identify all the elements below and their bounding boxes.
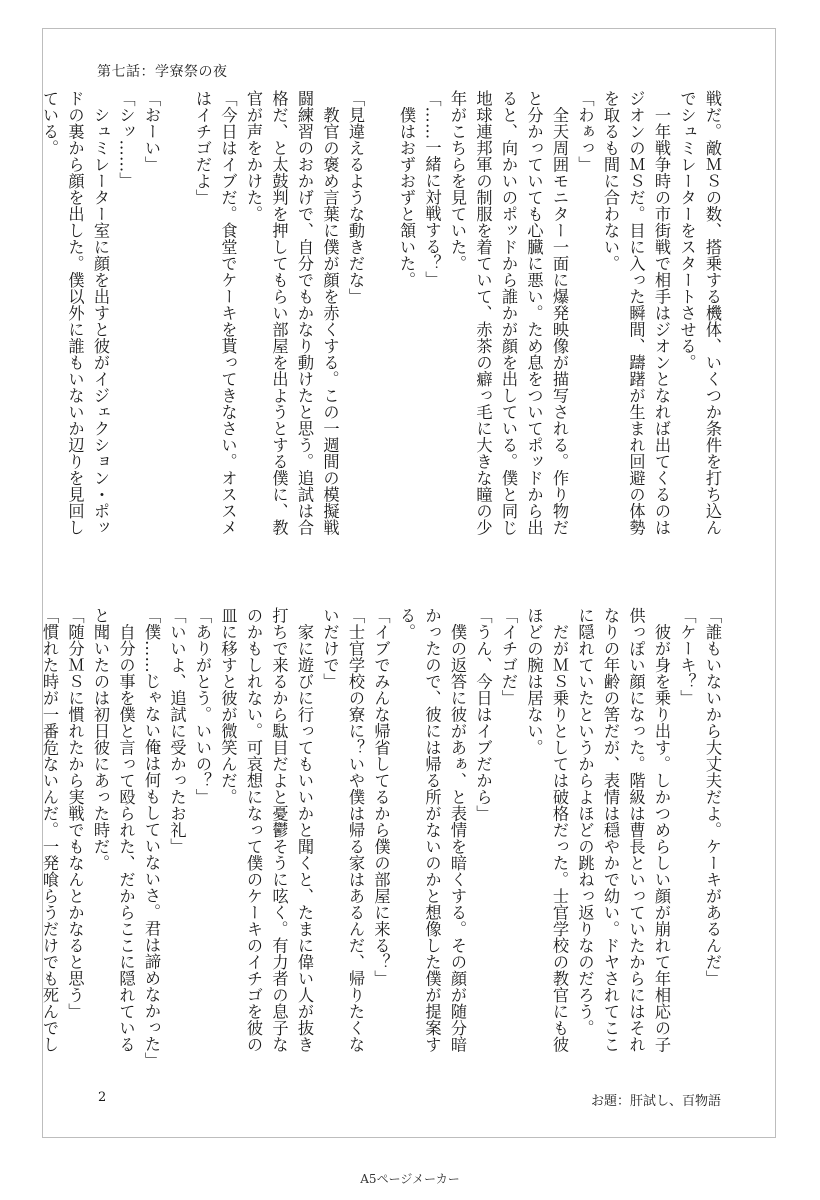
text-line: 教官の褒め言葉に僕が顔を赤くする。この一週間の模擬戦 bbox=[320, 90, 340, 536]
text-line: のかもしれない。可哀想になって僕のケーキのイチゴを彼の bbox=[244, 607, 263, 1053]
text-line: シュミレーター室に顔を出すと彼がイジェクション・ポッ bbox=[91, 90, 110, 536]
text-line: と分かっていても心臓に悪い。ため息をついてポッドから出 bbox=[524, 90, 544, 536]
theme-label: お題：肝試し、百物語 bbox=[590, 1094, 721, 1109]
text-line: 「士官学校の寮に？いや僕は帰る家はあるんだ、帰りたくな bbox=[346, 607, 365, 1053]
text-line: 年がこちらを見ていた。 bbox=[448, 90, 467, 272]
text-line: 供っぽい顔になった。階級は曹長といっていたからにはそれ bbox=[626, 607, 646, 1053]
text-line: ジオンのＭＳだ。目に入った瞬間、躊躇が生まれ回避の体勢 bbox=[626, 90, 646, 536]
text-line: 「イチゴだ」 bbox=[499, 607, 518, 706]
text-line: でシュミレーターをスタートさせる。 bbox=[677, 90, 697, 371]
text-line: 「イブでみんな帰省してるから僕の部屋に来る？」 bbox=[371, 607, 391, 987]
text-line: 「見違えるような動きだな」 bbox=[346, 90, 365, 305]
text-line: 「うん、今日はイブだから」 bbox=[473, 607, 493, 822]
text-line: かったので、彼には帰る所がないのかと想像した僕が提案す bbox=[422, 607, 442, 1053]
text-line: を取るも間に合わない。 bbox=[601, 90, 620, 272]
text-line: 彼が身を乗り出す。しかつめらしい顔が崩れて年相応の子 bbox=[652, 607, 671, 1053]
text-line: 家に遊びに行ってもいいかと聞くと、たまに偉い人が抜き bbox=[295, 607, 314, 1053]
page-number: 2 bbox=[98, 1090, 107, 1105]
text-line: 「慣れた時が一番危ないんだ。一発喰らうだけでも死んでし bbox=[40, 607, 59, 1053]
text-line bbox=[368, 90, 394, 590]
text-line: る。 bbox=[397, 607, 416, 640]
text-line: 「今日はイブだ。食堂でケーキを貰ってきなさい。オススメ bbox=[218, 90, 238, 536]
text-line: と聞いたのは初日彼にあった時だ。 bbox=[91, 607, 110, 871]
text-line: 「おーい」 bbox=[142, 90, 161, 173]
text-line: ている。 bbox=[40, 90, 59, 156]
text-line: 戦だ。敵ＭＳの数、搭乗する機体、いくつか条件を打ち込ん bbox=[703, 90, 722, 536]
text-line: 自分の事を僕と言って殴られた、だからここに隠れている bbox=[116, 607, 136, 1053]
text-line: 格だ、と太鼓判を押してもらい部屋を出ようとする僕に、教 bbox=[269, 90, 289, 536]
text-line: 打ちで来るから駄目だよと憂鬱そうに呟く。有力者の息子な bbox=[269, 607, 289, 1053]
text-line: 一年戦争時の市街戦で相手はジオンとなれば出てくるのは bbox=[652, 90, 671, 536]
text-line: 「ありがとう。いいの？」 bbox=[193, 607, 212, 805]
text-line: 僕の返答に彼があぁ、と表情を暗くする。その顔が随分暗 bbox=[448, 607, 467, 1053]
text-line: 「わぁっ」 bbox=[575, 90, 595, 173]
text-line: はイチゴだよ」 bbox=[193, 90, 212, 206]
text-line: 「いいよ、追試に受かったお礼」 bbox=[167, 607, 187, 855]
chapter-title: 第七話：学寮祭の夜 bbox=[97, 64, 228, 80]
text-line: に隠れていたというからよほどの跳ねっ返りなのだろう。 bbox=[575, 607, 595, 1036]
text-line: 地球連邦軍の制服を着ていて、赤茶の癖っ毛に大きな瞳の少 bbox=[473, 90, 493, 536]
text-line: なりの年齢の筈だが、表情は穏やかで幼い。ドヤされてここ bbox=[601, 607, 620, 1053]
text-line: 闘練習のおかげで、自分でもかなり動けたと思う。追試は合 bbox=[295, 90, 314, 536]
text-line: いだけで」 bbox=[320, 607, 340, 690]
text-line: ると、向かいのポッドから誰かが顔を出している。僕と同じ bbox=[499, 90, 518, 536]
text-line: 「随分ＭＳに慣れたから実戦でもなんとかなると思う」 bbox=[65, 607, 85, 1020]
text-line: 皿に移すと彼が微笑んだ。 bbox=[218, 607, 238, 805]
text-line: ほどの腕は居ない。 bbox=[524, 607, 544, 756]
text-block-lower bbox=[37, 607, 726, 1107]
text-line: 僕はおずおずと頷いた。 bbox=[397, 90, 416, 288]
text-line: 官が声をかけた。 bbox=[244, 90, 263, 222]
text-line bbox=[164, 90, 190, 590]
text-line: 「誰もいないから大丈夫だよ。ケーキがあるんだ」 bbox=[703, 607, 722, 987]
text-line: だがＭＳ乗りとしては破格だった。士官学校の教官にも彼 bbox=[550, 607, 569, 1053]
text-line: 「……一緒に対戦する？」 bbox=[422, 90, 442, 288]
footer-label: A5ページメーカー bbox=[360, 1172, 460, 1186]
text-line: 「僕……じゃない俺は何もしていないさ。君は諦めなかった」 bbox=[142, 607, 161, 1069]
text-line: 「シッ……」 bbox=[116, 90, 136, 189]
text-line: 全天周囲モニター一面に爆発映像が描写される。作り物だ bbox=[550, 90, 569, 536]
text-line: 「ケーキ？」 bbox=[677, 607, 697, 706]
text-block-upper bbox=[37, 90, 726, 590]
text-line: ドの裏から顔を出した。僕以外に誰もいないか辺りを見回し bbox=[65, 90, 85, 536]
